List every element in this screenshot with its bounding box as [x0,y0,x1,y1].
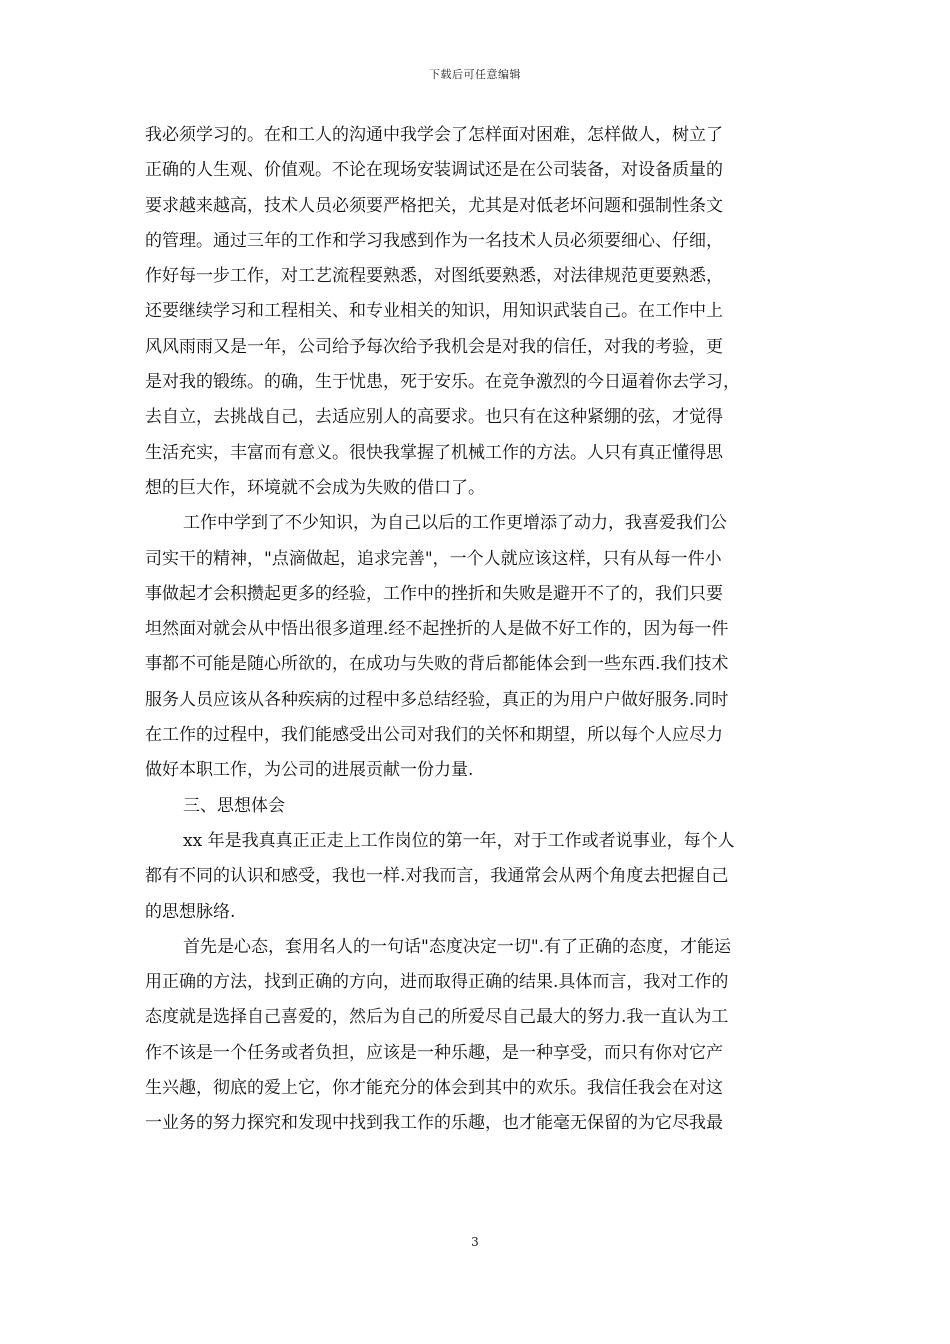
text-line: 想的巨大作，环境就不会成为失败的借口了。 [145,477,485,498]
text-line: 服务人员应该从各种疾病的过程中多总结经验，真正的为用户户做好服务.同时 [145,689,729,710]
page-header: 下载后可任意编辑 [429,68,521,81]
page-number: 3 [471,1235,479,1249]
text-line: 去自立，去挑战自己，去适应别人的高要求。也只有在这种紧绷的弦，才觉得 [145,407,723,428]
document-body [145,118,813,1142]
text-line: 正确的人生观、价值观。不论在现场安装调试还是在公司装备，对设备质量的 [145,160,723,181]
text-line: 的思想脉络. [145,901,236,922]
text-line: 要求越来越高，技术人员必须要严格把关，尤其是对低老坏问题和强制性条文 [145,195,723,216]
text-line: 作不该是一个任务或者负担，应该是一种乐趣，是一种享受，而只有你对它产 [145,1042,723,1063]
text-line: 用正确的方法，找到正确的方向，进而取得正确的结果.具体而言，我对工作的 [145,972,729,993]
text-line: 我必须学习的。在和工人的沟通中我学会了怎样面对困难，怎样做人，树立了 [145,125,723,145]
text-line: 是对我的锻练。的确，生于忧患，死于安乐。在竞争激烈的今日逼着你去学习， [145,372,740,393]
text-line: 风风雨雨又是一年，公司给予每次给予我机会是对我的信任，对我的考验，更 [145,336,723,357]
text-line: 一业务的努力探究和发现中找到我工作的乐趣，也才能毫无保留的为它尽我最 [145,1113,723,1134]
text-line: 首先是心态，套用名人的一句话"态度决定一切".有了正确的态度，才能运 [183,936,732,957]
text-line: 做好本职工作，为公司的进展贡献一份力量. [145,760,474,781]
text-line: 在工作的过程中，我们能感受出公司对我们的关怀和期望，所以每个人应尽力 [145,725,723,746]
text-line: 生兴趣，彻底的爱上它，你才能充分的体会到其中的欢乐。我信任我会在对这 [145,1078,723,1099]
text-line: 事做起才会积攒起更多的经验，工作中的挫折和失败是避开不了的，我们只要 [145,583,723,604]
text-line: 态度就是选择自己喜爱的，然后为自己的所爱尽自己最大的努力.我一直认为工 [145,1007,729,1028]
text-line: 还要继续学习和工程相关、和专业相关的知识，用知识武装自己。在工作中上 [145,301,723,322]
text-line: 司实干的精神，"点滴做起，追求完善"，一个人就应该这样，只有从每一件小 [145,548,722,569]
text-line: 的管理。通过三年的工作和学习我感到作为一名技术人员必须要细心、仔细， [145,230,723,251]
text-line: 工作中学到了不少知识，为自己以后的工作更增添了动力，我喜爱我们公 [183,513,727,534]
text-line: 都有不同的认识和感受，我也一样.对我而言，我通常会从两个角度去把握自己 [145,866,729,887]
text-line: 坦然面对就会从中悟出很多道理.经不起挫折的人是做不好工作的，因为每一件 [145,619,729,640]
text-line: 生活充实，丰富而有意义。很快我掌握了机械工作的方法。人只有真正懂得思 [145,442,723,463]
text-line: 事都不可能是随心所欲的，在成功与失败的背后都能体会到一些东西.我们技术 [145,654,729,675]
text-line: xx 年是我真真正正走上工作岗位的第一年，对于工作或者说事业，每个人 [183,830,735,851]
text-line: 作好每一步工作，对工艺流程要熟悉，对图纸要熟悉，对法律规范更要熟悉， [145,266,723,287]
text-line: 三、思想体会 [183,795,285,816]
